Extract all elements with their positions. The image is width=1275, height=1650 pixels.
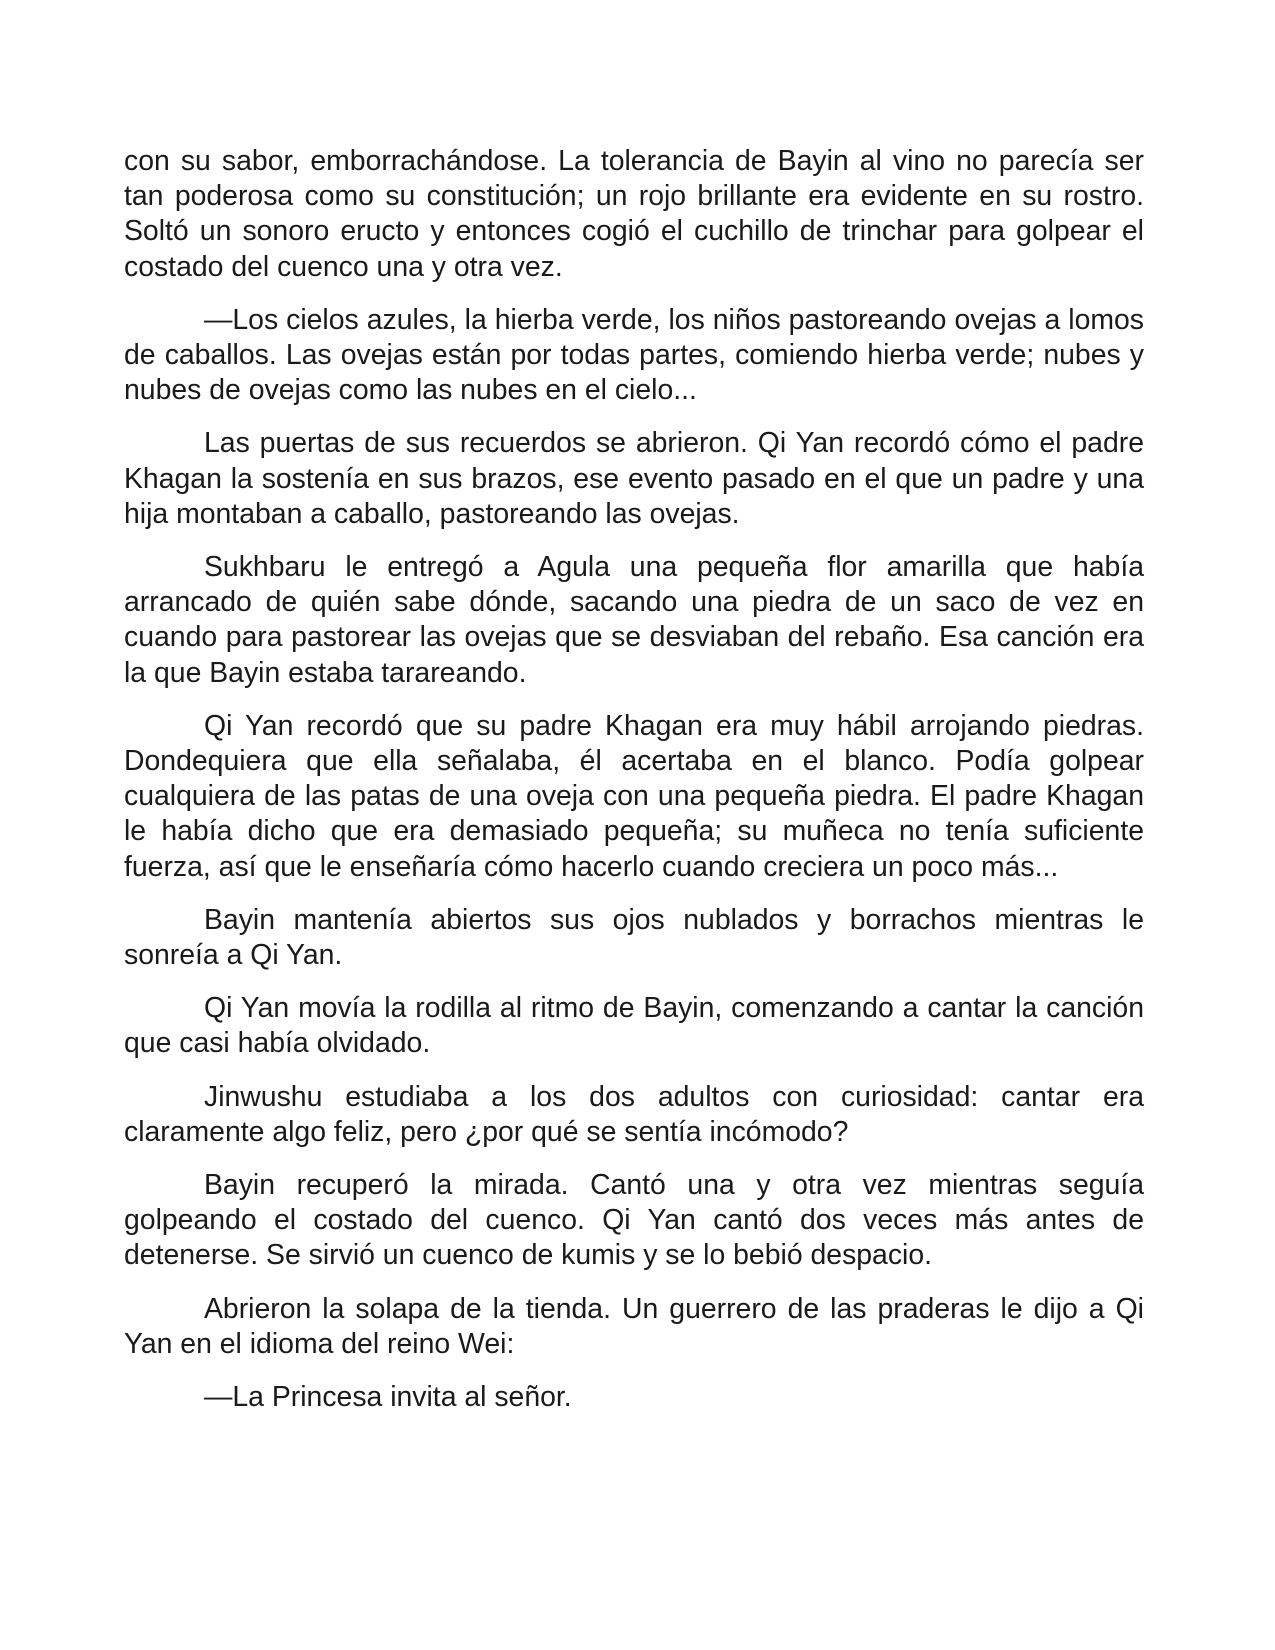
paragraph-1: con su sabor, emborrachándose. La tolerancia de Bayin al vino no parecía ser tan poderosa como su constitución; un rojo brillante era evidente en su rostro. Soltó un sonoro eructo y entonces cogió el cuchillo de trinchar para golpear el costado del cuenco una y otra vez. — [124, 145, 1144, 283]
paragraph-8: Jinwushu estudiaba a los dos adultos con curiosidad: cantar era claramente algo feliz, pero ¿por qué se sentía incómodo? — [124, 1080, 1144, 1148]
paragraph-4: Sukhbaru le entregó a Agula una pequeña flor amarilla que había arrancado de quién sabe dónde, sacando una piedra de un saco de vez en cuando para pastorear las ovejas que se desviaban del rebaño. Esa canción era la que Bayin estaba tarareando. — [124, 551, 1144, 689]
paragraph-7: Qi Yan movía la rodilla al ritmo de Bayin, comenzando a cantar la canción que casi había olvidado. — [124, 992, 1144, 1060]
document-page — [124, 144, 1144, 1433]
paragraph-5: Qi Yan recordó que su padre Khagan era muy hábil arrojando piedras. Dondequiera que ella señalaba, él acertaba en el blanco. Podía golpear cualquiera de las patas de una oveja con una pequeña piedra. El padre Khagan le había dicho que era demasiado pequeña; su muñeca no tenía suficiente fuerza, así que le enseñaría cómo hacerlo cuando creciera un poco más... — [124, 709, 1144, 883]
paragraph-11: —La Princesa invita al señor. — [204, 1381, 572, 1414]
paragraph-6: Bayin mantenía abiertos sus ojos nublados y borrachos mientras le sonreía a Qi Yan. — [124, 903, 1144, 972]
paragraph-2: —Los cielos azules, la hierba verde, los niños pastoreando ovejas a lomos de caballos. Las ovejas están por todas partes, comiendo hierba verde; nubes y nubes de ovejas como las nubes en el cielo... — [124, 303, 1144, 407]
paragraph-3: Las puertas de sus recuerdos se abrieron. Qi Yan recordó cómo el padre Khagan la sostenía en sus brazos, ese evento pasado en el que un padre y una hija montaban a caballo, pastoreando las ovejas. — [124, 427, 1144, 530]
paragraph-9: Bayin recuperó la mirada. Cantó una y otra vez mientras seguía golpeando el costado del cuenco. Qi Yan cantó dos veces más antes de detenerse. Se sirvió un cuenco de kumis y se lo bebió despacio. — [124, 1169, 1144, 1272]
paragraph-10: Abrieron la solapa de la tienda. Un guerrero de las praderas le dijo a Qi Yan en el idioma del reino Wei: — [124, 1292, 1144, 1360]
